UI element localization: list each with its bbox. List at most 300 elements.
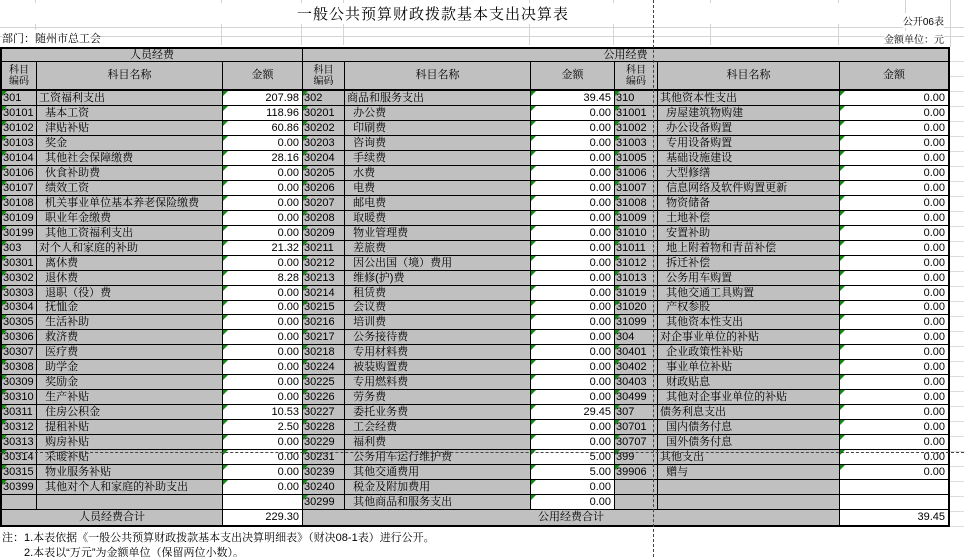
footnote-2: 2.本表以“万元”为金额单位（保留两位小数）。 — [24, 547, 244, 557]
code-cell[interactable]: 30215 — [303, 301, 345, 316]
code-cell[interactable]: 30226 — [303, 390, 345, 405]
amount-cell[interactable]: 0.00 — [840, 450, 948, 465]
code-cell[interactable]: 31003 — [615, 136, 658, 151]
name-cell[interactable]: 其他社会保障缴费 — [37, 151, 223, 166]
name-cell[interactable]: 工资福利支出 — [37, 91, 223, 106]
amount-cell[interactable]: 0.00 — [531, 375, 615, 390]
code-cell[interactable]: 30102 — [2, 121, 37, 136]
name-cell[interactable]: 救济费 — [37, 330, 223, 345]
name-cell[interactable] — [37, 495, 223, 510]
name-cell[interactable]: 对企事业单位的补贴 — [658, 330, 840, 345]
code-cell[interactable]: 30211 — [303, 241, 345, 256]
amount-cell[interactable]: 0.00 — [531, 330, 615, 345]
name-cell[interactable]: 事业单位补贴 — [658, 360, 840, 375]
name-cell[interactable]: 印刷费 — [345, 121, 531, 136]
name-cell[interactable]: 生产补贴 — [37, 390, 223, 405]
amount-cell[interactable]: 0.00 — [223, 286, 303, 301]
code-cell[interactable]: 30217 — [303, 330, 345, 345]
name-cell[interactable]: 劳务费 — [345, 390, 531, 405]
amount-cell[interactable]: 0.00 — [531, 151, 615, 166]
table-row — [2, 136, 948, 151]
code-cell[interactable]: 30239 — [303, 465, 345, 480]
amount-cell[interactable]: 0.00 — [840, 151, 948, 166]
name-cell[interactable]: 购房补贴 — [37, 435, 223, 450]
table-row — [2, 495, 948, 510]
unit-label: 金额单位：元 — [884, 31, 944, 48]
amount-cell[interactable]: 0.00 — [223, 226, 303, 241]
public-total-amount[interactable]: 39.45 — [840, 510, 948, 525]
gridline — [0, 27, 964, 28]
code-cell[interactable]: 31019 — [615, 286, 658, 301]
name-cell[interactable]: 办公费 — [345, 106, 531, 121]
code-cell[interactable]: 30109 — [2, 211, 37, 226]
amount-cell[interactable]: 0.00 — [223, 480, 303, 495]
amount-cell[interactable]: 0.00 — [840, 256, 948, 271]
table-row — [2, 226, 948, 241]
table-row — [2, 106, 948, 121]
personnel-total-amount[interactable]: 229.30 — [223, 510, 303, 525]
code-cell[interactable]: 310 — [615, 91, 658, 106]
header-name[interactable]: 科目名称 — [658, 62, 840, 91]
name-cell[interactable]: 其他交通费用 — [345, 465, 531, 480]
code-cell[interactable]: 30315 — [2, 465, 37, 480]
code-cell[interactable]: 30209 — [303, 226, 345, 241]
amount-cell[interactable]: 0.00 — [840, 405, 948, 420]
code-cell[interactable]: 30310 — [2, 390, 37, 405]
group-header-public[interactable]: 公用经费 — [303, 49, 948, 62]
name-cell[interactable]: 医疗费 — [37, 345, 223, 360]
amount-cell[interactable]: 0.00 — [531, 345, 615, 360]
code-cell[interactable]: 31010 — [615, 226, 658, 241]
amount-cell[interactable]: 0.00 — [223, 196, 303, 211]
table-row — [2, 450, 948, 465]
name-cell[interactable]: 安置补助 — [658, 226, 840, 241]
code-cell[interactable]: 30309 — [2, 375, 37, 390]
code-cell[interactable]: 30307 — [2, 345, 37, 360]
code-cell[interactable]: 399 — [615, 450, 658, 465]
name-cell[interactable]: 被装购置费 — [345, 360, 531, 375]
name-cell[interactable]: 物资储备 — [658, 196, 840, 211]
name-cell[interactable]: 其他对个人和家庭的补助支出 — [37, 480, 223, 495]
amount-cell[interactable]: 0.00 — [531, 301, 615, 316]
amount-cell[interactable]: 29.45 — [531, 405, 615, 420]
name-cell[interactable]: 提租补贴 — [37, 420, 223, 435]
code-cell[interactable]: 30104 — [2, 151, 37, 166]
code-cell[interactable]: 30202 — [303, 121, 345, 136]
name-cell[interactable]: 其他工资福利支出 — [37, 226, 223, 241]
name-cell[interactable]: 采暖补贴 — [37, 450, 223, 465]
name-cell[interactable]: 福利费 — [345, 435, 531, 450]
name-cell[interactable]: 其他资本性支出 — [658, 91, 840, 106]
amount-cell[interactable] — [223, 495, 303, 510]
gridline — [0, 36, 964, 37]
name-cell[interactable]: 办公设备购置 — [658, 121, 840, 136]
code-cell[interactable]: 30701 — [615, 420, 658, 435]
amount-cell[interactable]: 0.00 — [223, 256, 303, 271]
name-cell[interactable]: 对个人和家庭的补助 — [37, 241, 223, 256]
table-row — [2, 345, 948, 360]
name-cell[interactable]: 拆迁补偿 — [658, 256, 840, 271]
name-cell[interactable]: 其他资本性支出 — [658, 315, 840, 330]
code-cell[interactable]: 31011 — [615, 241, 658, 256]
personnel-total-label[interactable]: 人员经费合计 — [2, 510, 223, 525]
code-cell[interactable]: 30304 — [2, 301, 37, 316]
code-cell[interactable]: 30306 — [2, 330, 37, 345]
code-cell[interactable]: 31012 — [615, 256, 658, 271]
name-cell[interactable]: 其他对企事业单位的补贴 — [658, 390, 840, 405]
amount-cell[interactable]: 207.98 — [223, 91, 303, 106]
amount-cell[interactable]: 0.00 — [223, 450, 303, 465]
code-cell[interactable]: 31006 — [615, 166, 658, 181]
code-cell[interactable]: 30216 — [303, 315, 345, 330]
header-code-text: 科目编码 — [626, 64, 646, 87]
name-cell[interactable]: 基础设施建设 — [658, 151, 840, 166]
amount-cell[interactable]: 0.00 — [223, 375, 303, 390]
name-cell[interactable]: 退职（役）费 — [37, 286, 223, 301]
amount-cell[interactable]: 0.00 — [840, 301, 948, 316]
name-cell[interactable]: 国内债务付息 — [658, 420, 840, 435]
amount-cell[interactable]: 0.00 — [223, 181, 303, 196]
table-row — [2, 405, 948, 420]
name-cell[interactable]: 债务利息支出 — [658, 405, 840, 420]
name-cell[interactable]: 因公出国（境）费用 — [345, 256, 531, 271]
name-cell[interactable]: 委托业务费 — [345, 405, 531, 420]
amount-cell[interactable]: 118.96 — [223, 106, 303, 121]
amount-cell[interactable]: 0.00 — [840, 91, 948, 106]
amount-cell[interactable]: 0.00 — [223, 301, 303, 316]
amount-cell[interactable]: 0.00 — [531, 256, 615, 271]
code-cell[interactable]: 30225 — [303, 375, 345, 390]
table-body — [2, 91, 948, 510]
code-cell[interactable]: 31002 — [615, 121, 658, 136]
name-cell[interactable]: 退休费 — [37, 271, 223, 286]
name-cell[interactable]: 工会经费 — [345, 420, 531, 435]
amount-cell[interactable]: 0.00 — [840, 315, 948, 330]
name-cell[interactable]: 专用燃料费 — [345, 375, 531, 390]
amount-cell[interactable]: 0.00 — [840, 330, 948, 345]
amount-cell[interactable]: 0.00 — [531, 196, 615, 211]
name-cell[interactable]: 离休费 — [37, 256, 223, 271]
amount-cell[interactable]: 0.00 — [531, 315, 615, 330]
name-cell[interactable]: 取暖费 — [345, 211, 531, 226]
amount-cell[interactable]: 0.00 — [223, 465, 303, 480]
name-cell[interactable]: 培训费 — [345, 315, 531, 330]
amount-cell[interactable]: 0.00 — [531, 226, 615, 241]
name-cell[interactable]: 公务接待费 — [345, 330, 531, 345]
name-cell[interactable] — [658, 495, 840, 510]
name-cell[interactable]: 房屋建筑物购建 — [658, 106, 840, 121]
code-cell[interactable]: 30201 — [303, 106, 345, 121]
code-cell[interactable]: 31001 — [615, 106, 658, 121]
code-cell[interactable]: 30402 — [615, 360, 658, 375]
name-cell[interactable]: 商品和服务支出 — [345, 91, 531, 106]
name-cell[interactable]: 赠与 — [658, 465, 840, 480]
amount-cell[interactable]: 0.00 — [840, 166, 948, 181]
name-cell[interactable]: 绩效工资 — [37, 181, 223, 196]
amount-cell[interactable]: 0.00 — [531, 360, 615, 375]
name-cell[interactable]: 地上附着物和青苗补偿 — [658, 241, 840, 256]
code-cell[interactable]: 30311 — [2, 405, 37, 420]
table-row — [2, 390, 948, 405]
code-cell[interactable]: 31007 — [615, 181, 658, 196]
code-cell[interactable]: 30312 — [2, 420, 37, 435]
code-cell[interactable]: 30224 — [303, 360, 345, 375]
name-cell[interactable]: 物业服务补贴 — [37, 465, 223, 480]
code-cell[interactable]: 301 — [2, 91, 37, 106]
name-cell[interactable]: 差旅费 — [345, 241, 531, 256]
code-cell[interactable]: 30308 — [2, 360, 37, 375]
code-cell[interactable]: 30305 — [2, 315, 37, 330]
amount-cell[interactable]: 0.00 — [223, 330, 303, 345]
code-cell[interactable]: 31005 — [615, 151, 658, 166]
name-cell[interactable]: 奖励金 — [37, 375, 223, 390]
amount-cell[interactable]: 28.16 — [223, 151, 303, 166]
column-header-row — [2, 62, 948, 91]
amount-cell[interactable]: 0.00 — [531, 435, 615, 450]
code-cell[interactable]: 30231 — [303, 450, 345, 465]
code-cell[interactable]: 30106 — [2, 166, 37, 181]
code-cell[interactable]: 30313 — [2, 435, 37, 450]
table-row — [2, 196, 948, 211]
name-cell[interactable] — [658, 480, 840, 495]
name-cell[interactable]: 咨询费 — [345, 136, 531, 151]
name-cell[interactable]: 土地补偿 — [658, 211, 840, 226]
table-row — [2, 166, 948, 181]
code-cell[interactable] — [2, 495, 37, 510]
code-cell[interactable]: 30212 — [303, 256, 345, 271]
code-cell[interactable]: 30207 — [303, 196, 345, 211]
code-cell[interactable]: 30399 — [2, 480, 37, 495]
table-row — [2, 465, 948, 480]
name-cell[interactable]: 专用设备购置 — [658, 136, 840, 151]
amount-cell[interactable]: 0.00 — [840, 435, 948, 450]
name-cell[interactable]: 其他交通工具购置 — [658, 286, 840, 301]
code-cell[interactable]: 30499 — [615, 390, 658, 405]
code-cell[interactable]: 30101 — [2, 106, 37, 121]
amount-cell[interactable]: 0.00 — [531, 241, 615, 256]
code-cell[interactable]: 302 — [303, 91, 345, 106]
code-cell[interactable]: 39906 — [615, 465, 658, 480]
code-cell[interactable]: 307 — [615, 405, 658, 420]
amount-cell[interactable]: 0.00 — [840, 226, 948, 241]
amount-cell[interactable]: 0.00 — [223, 345, 303, 360]
name-cell[interactable]: 国外债务付息 — [658, 435, 840, 450]
code-cell[interactable]: 31013 — [615, 271, 658, 286]
header-code-text: 科目编码 — [9, 64, 29, 87]
code-cell[interactable]: 30205 — [303, 166, 345, 181]
amount-cell[interactable]: 0.00 — [840, 390, 948, 405]
amount-cell[interactable]: 0.00 — [531, 136, 615, 151]
name-cell[interactable]: 基本工资 — [37, 106, 223, 121]
amount-cell[interactable]: 21.32 — [223, 241, 303, 256]
budget-table — [0, 47, 950, 527]
amount-cell[interactable]: 0.00 — [531, 271, 615, 286]
amount-cell[interactable]: 0.00 — [840, 420, 948, 435]
amount-cell[interactable]: 0.00 — [840, 196, 948, 211]
name-cell[interactable]: 财政贴息 — [658, 375, 840, 390]
code-cell[interactable]: 30103 — [2, 136, 37, 151]
name-cell[interactable]: 专用材料费 — [345, 345, 531, 360]
amount-cell[interactable]: 0.00 — [223, 166, 303, 181]
name-cell[interactable]: 企业政策性补贴 — [658, 345, 840, 360]
amount-cell[interactable]: 0.00 — [840, 286, 948, 301]
table-row — [2, 301, 948, 316]
header-amount[interactable]: 金额 — [840, 62, 948, 91]
name-cell[interactable]: 产权参股 — [658, 301, 840, 316]
amount-cell[interactable]: 10.53 — [223, 405, 303, 420]
name-cell[interactable]: 税金及附加费用 — [345, 480, 531, 495]
amount-cell[interactable]: 60.86 — [223, 121, 303, 136]
amount-cell[interactable]: 0.00 — [531, 106, 615, 121]
name-cell[interactable]: 手续费 — [345, 151, 531, 166]
amount-cell[interactable]: 0.00 — [531, 480, 615, 495]
department-label: 部门：随州市总工会 — [2, 30, 101, 48]
header-name[interactable]: 科目名称 — [37, 62, 223, 91]
code-cell[interactable]: 30208 — [303, 211, 345, 226]
group-header-row — [2, 49, 948, 62]
code-cell[interactable]: 31009 — [615, 211, 658, 226]
header-code[interactable] — [615, 62, 658, 91]
amount-cell[interactable]: 0.00 — [840, 375, 948, 390]
table-row — [2, 315, 948, 330]
name-cell[interactable]: 物业管理费 — [345, 226, 531, 241]
table-row — [2, 420, 948, 435]
table-row — [2, 121, 948, 136]
name-cell[interactable]: 信息网络及软件购置更新 — [658, 181, 840, 196]
amount-cell[interactable]: 0.00 — [840, 121, 948, 136]
amount-cell[interactable]: 0.00 — [223, 435, 303, 450]
name-cell[interactable]: 其他支出 — [658, 450, 840, 465]
amount-cell[interactable]: 0.00 — [840, 345, 948, 360]
code-cell[interactable]: 30301 — [2, 256, 37, 271]
name-cell[interactable]: 生活补助 — [37, 315, 223, 330]
table-row — [2, 435, 948, 450]
name-cell[interactable]: 奖金 — [37, 136, 223, 151]
code-cell[interactable]: 31020 — [615, 301, 658, 316]
code-cell[interactable]: 30401 — [615, 345, 658, 360]
code-cell[interactable]: 30303 — [2, 286, 37, 301]
amount-cell[interactable]: 0.00 — [531, 121, 615, 136]
code-cell[interactable]: 30302 — [2, 271, 37, 286]
code-cell[interactable]: 30108 — [2, 196, 37, 211]
name-cell[interactable]: 会议费 — [345, 301, 531, 316]
code-cell[interactable]: 31099 — [615, 315, 658, 330]
code-cell[interactable]: 30299 — [303, 495, 345, 510]
amount-cell[interactable]: 0.00 — [531, 390, 615, 405]
header-code[interactable] — [303, 62, 345, 91]
code-cell[interactable]: 303 — [2, 241, 37, 256]
amount-cell[interactable]: 0.00 — [840, 136, 948, 151]
amount-cell[interactable]: 0.00 — [840, 106, 948, 121]
code-cell[interactable]: 30229 — [303, 435, 345, 450]
name-cell[interactable]: 公务用车运行维护费 — [345, 450, 531, 465]
table-row — [2, 375, 948, 390]
amount-cell[interactable]: 0.00 — [840, 211, 948, 226]
amount-cell[interactable]: 0.00 — [223, 360, 303, 375]
amount-cell[interactable] — [840, 480, 948, 495]
amount-cell[interactable]: 0.00 — [840, 241, 948, 256]
code-cell[interactable]: 30314 — [2, 450, 37, 465]
group-header-personnel[interactable]: 人员经费 — [2, 49, 303, 62]
amount-cell[interactable]: 0.00 — [531, 166, 615, 181]
table-row — [2, 151, 948, 166]
name-cell[interactable]: 抚恤金 — [37, 301, 223, 316]
amount-cell[interactable]: 0.00 — [223, 315, 303, 330]
name-cell[interactable]: 公务用车购置 — [658, 271, 840, 286]
amount-cell[interactable] — [840, 495, 948, 510]
code-cell[interactable]: 304 — [615, 330, 658, 345]
code-cell[interactable]: 30107 — [2, 181, 37, 196]
code-cell[interactable]: 30213 — [303, 271, 345, 286]
header-code[interactable] — [2, 62, 37, 91]
table-row — [2, 360, 948, 375]
amount-cell[interactable]: 2.50 — [223, 420, 303, 435]
code-cell[interactable]: 30228 — [303, 420, 345, 435]
code-cell[interactable] — [615, 480, 658, 495]
code-cell[interactable]: 30204 — [303, 151, 345, 166]
amount-cell[interactable]: 0.00 — [531, 181, 615, 196]
code-cell[interactable]: 30199 — [2, 226, 37, 241]
name-cell[interactable]: 住房公积金 — [37, 405, 223, 420]
code-cell[interactable]: 30214 — [303, 286, 345, 301]
amount-cell[interactable]: 0.00 — [840, 271, 948, 286]
amount-cell[interactable]: 0.00 — [531, 420, 615, 435]
amount-cell[interactable]: 0.00 — [840, 465, 948, 480]
code-cell[interactable]: 30203 — [303, 136, 345, 151]
name-cell[interactable]: 职业年金缴费 — [37, 211, 223, 226]
code-cell[interactable]: 30227 — [303, 405, 345, 420]
amount-cell[interactable]: 0.00 — [223, 390, 303, 405]
name-cell[interactable]: 津贴补贴 — [37, 121, 223, 136]
amount-cell[interactable]: 0.00 — [840, 360, 948, 375]
amount-cell[interactable]: 0.00 — [223, 211, 303, 226]
amount-cell[interactable]: 5.00 — [531, 465, 615, 480]
amount-cell[interactable]: 0.00 — [840, 181, 948, 196]
name-cell[interactable]: 其他商品和服务支出 — [345, 495, 531, 510]
code-cell[interactable]: 30707 — [615, 435, 658, 450]
gridline — [950, 0, 951, 47]
code-cell[interactable]: 30240 — [303, 480, 345, 495]
name-cell[interactable]: 维修(护)费 — [345, 271, 531, 286]
name-cell[interactable]: 机关事业单位基本养老保险缴费 — [37, 196, 223, 211]
amount-cell[interactable]: 0.00 — [531, 211, 615, 226]
name-cell[interactable]: 水费 — [345, 166, 531, 181]
name-cell[interactable]: 租赁费 — [345, 286, 531, 301]
code-cell[interactable]: 31008 — [615, 196, 658, 211]
amount-cell[interactable]: 0.00 — [531, 495, 615, 510]
name-cell[interactable]: 大型修缮 — [658, 166, 840, 181]
amount-cell[interactable]: 39.45 — [531, 91, 615, 106]
code-cell[interactable]: 30206 — [303, 181, 345, 196]
name-cell[interactable]: 电费 — [345, 181, 531, 196]
name-cell[interactable]: 伙食补助费 — [37, 166, 223, 181]
code-cell[interactable]: 30218 — [303, 345, 345, 360]
code-cell[interactable] — [615, 495, 658, 510]
name-cell[interactable]: 助学金 — [37, 360, 223, 375]
amount-cell[interactable]: 8.28 — [223, 271, 303, 286]
name-cell[interactable]: 邮电费 — [345, 196, 531, 211]
public-total-label[interactable]: 公用经费合计 — [303, 510, 840, 525]
amount-cell[interactable]: 0.00 — [223, 136, 303, 151]
header-code-text: 科目编码 — [313, 64, 334, 87]
amount-cell[interactable]: 5.00 — [531, 450, 615, 465]
amount-cell[interactable]: 0.00 — [531, 286, 615, 301]
header-amount[interactable]: 金额 — [223, 62, 303, 91]
code-cell[interactable]: 30403 — [615, 375, 658, 390]
header-amount[interactable]: 金额 — [531, 62, 615, 91]
table-row — [2, 91, 948, 106]
header-name[interactable]: 科目名称 — [345, 62, 531, 91]
